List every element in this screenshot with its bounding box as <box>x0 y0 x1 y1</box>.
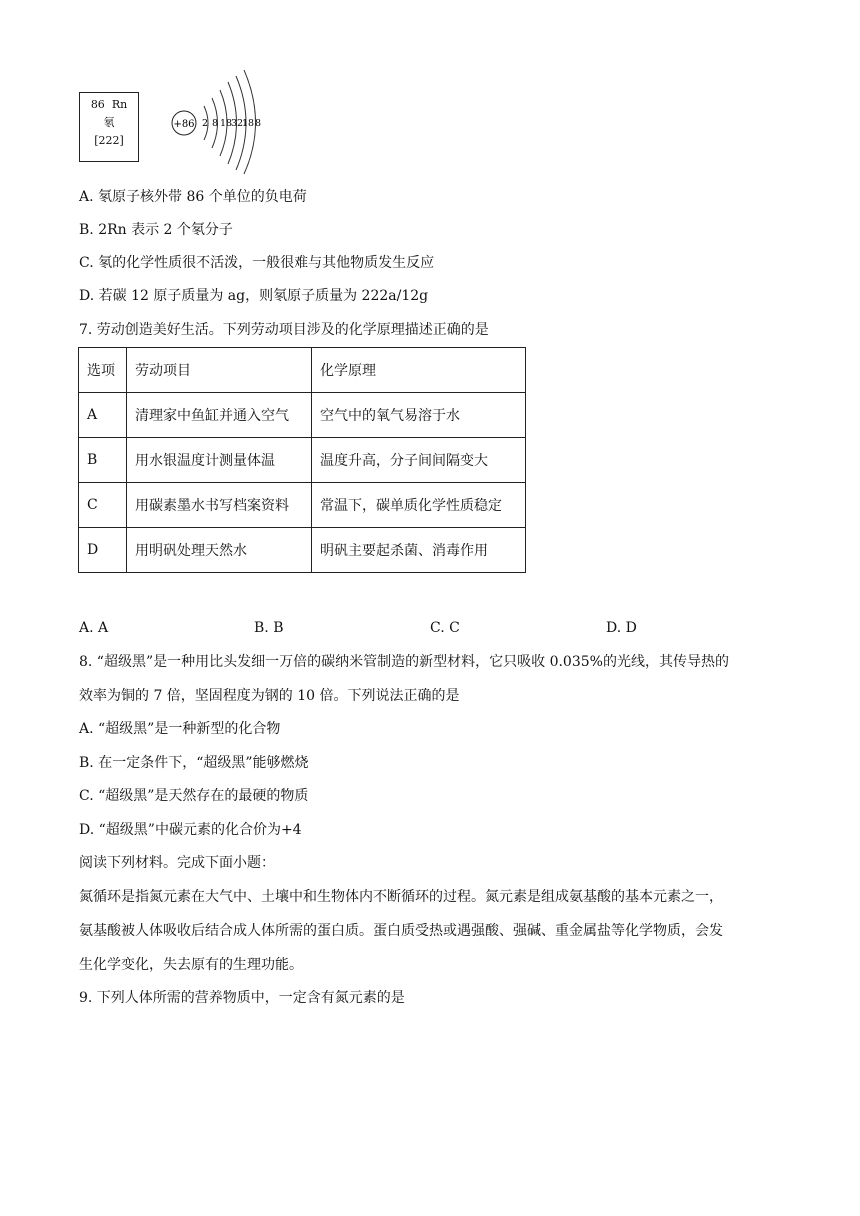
atom-structure-diagram <box>166 66 276 176</box>
q7-option-a: A. A <box>79 620 109 636</box>
q6-option-b: B. 2Rn 表示 2 个氡分子 <box>79 222 233 238</box>
q8-stem-line-2: 效率为铜的 7 倍，坚固程度为钢的 10 倍。下列说法正确的是 <box>79 688 460 704</box>
table-cell: 清理家中鱼缸并通入空气 <box>127 393 312 438</box>
table-header-cell: 化学原理 <box>312 348 526 393</box>
q8-option-c: C. “超级黑”是天然存在的最硬的物质 <box>79 788 309 804</box>
shell-5: 18 <box>242 118 255 129</box>
table-row <box>79 528 526 573</box>
q7-table <box>78 347 526 573</box>
element-number: 86 <box>90 98 105 111</box>
table-cell: B <box>79 438 127 483</box>
nucleus-charge: +86 <box>173 119 195 130</box>
element-card <box>79 92 139 162</box>
table-header-row <box>79 348 526 393</box>
q8-option-b: B. 在一定条件下，“超级黑”能够燃烧 <box>79 755 309 771</box>
table-cell: 温度升高，分子间间隔变大 <box>312 438 526 483</box>
q7-option-c: C. C <box>430 620 460 636</box>
q9-stem: 9. 下列人体所需的营养物质中，一定含有氮元素的是 <box>79 990 405 1006</box>
q7-stem: 7. 劳动创造美好生活。下列劳动项目涉及的化学原理描述正确的是 <box>79 322 489 338</box>
shell-6: 8 <box>255 118 262 129</box>
reading-line-3: 生化学变化，失去原有的生理功能。 <box>79 957 303 973</box>
q8-option-d: D. “超级黑”中碳元素的化合价为+4 <box>79 822 302 838</box>
element-name: 氡 <box>103 116 115 129</box>
q6-option-d: D. 若碳 12 原子质量为 ag，则氡原子质量为 222a/12g <box>79 288 429 304</box>
reading-intro: 阅读下列材料。完成下面小题： <box>79 855 275 871</box>
q7-option-d: D. D <box>606 620 637 636</box>
table-cell: D <box>79 528 127 573</box>
table-cell: C <box>79 483 127 528</box>
element-mass: [222] <box>94 134 124 147</box>
shell-3: 18 <box>220 118 233 129</box>
shell-1: 2 <box>202 118 209 129</box>
q8-option-a: A. “超级黑”是一种新型的化合物 <box>79 721 281 737</box>
table-row <box>79 393 526 438</box>
table-cell: 用碳素墨水书写档案资料 <box>127 483 312 528</box>
reading-line-2: 氨基酸被人体吸收后结合成人体所需的蛋白质。蛋白质受热或遇强酸、强碱、重金属盐等化学物质，会发 <box>79 923 723 939</box>
q6-option-a: A. 氡原子核外带 86 个单位的负电荷 <box>79 189 307 205</box>
reading-line-1: 氮循环是指氮元素在大气中、土壤中和生物体内不断循环的过程。氮元素是组成氨基酸的基本元素之一， <box>79 889 723 905</box>
table-row <box>79 438 526 483</box>
table-header-cell: 劳动项目 <box>127 348 312 393</box>
table-cell: 空气中的氧气易溶于水 <box>312 393 526 438</box>
shell-2: 8 <box>212 118 219 129</box>
q8-stem-line-1: 8. “超级黑”是一种用比头发细一万倍的碳纳米管制造的新型材料，它只吸收 0.035%的光线，其传导热的 <box>79 654 729 670</box>
table-cell: A <box>79 393 127 438</box>
table-cell: 明矾主要起杀菌、消毒作用 <box>312 528 526 573</box>
shell-4: 32 <box>231 118 244 129</box>
table-header-cell: 选项 <box>79 348 127 393</box>
table-cell: 用水银温度计测量体温 <box>127 438 312 483</box>
q6-option-c: C. 氡的化学性质很不活泼，一般很难与其他物质发生反应 <box>79 255 435 271</box>
element-symbol: Rn <box>111 98 128 111</box>
element-number-symbol <box>80 96 138 114</box>
table-cell: 常温下，碳单质化学性质稳定 <box>312 483 526 528</box>
table-cell: 用明矾处理天然水 <box>127 528 312 573</box>
table-row <box>79 483 526 528</box>
q7-option-b: B. B <box>254 620 284 636</box>
